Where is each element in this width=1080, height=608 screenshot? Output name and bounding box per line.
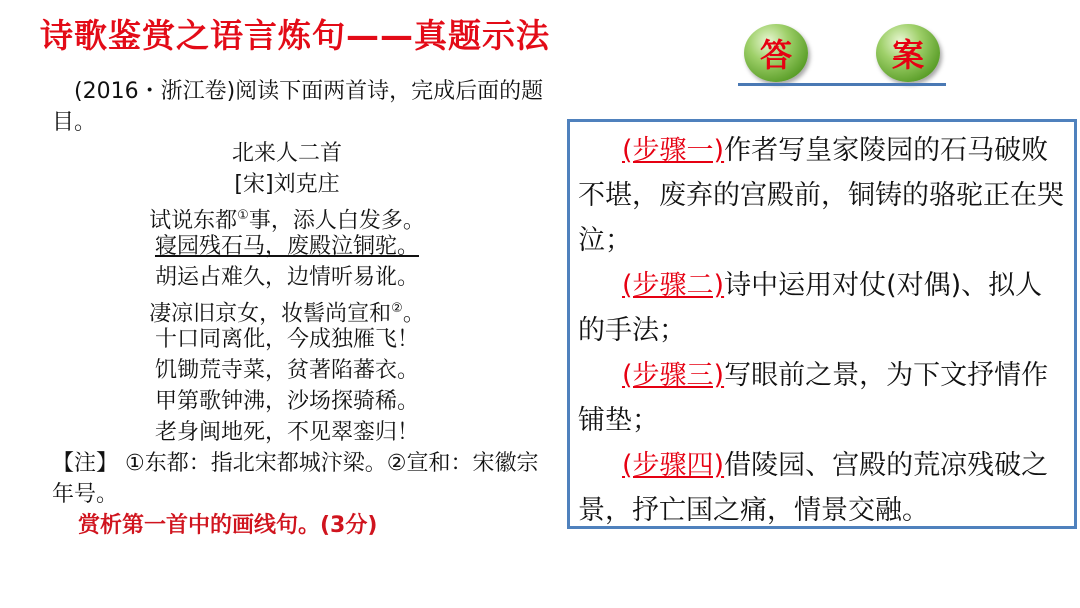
answer-step-4: (步骤四)借陵园、宫殿的荒凉残破之景，抒亡国之痛，情景交融。 <box>578 450 1049 526</box>
answer-step-3: (步骤三)写眼前之景，为下文抒情作铺垫； <box>578 360 1049 436</box>
poem-author: [宋]刘克庄 <box>234 172 340 197</box>
question-task: 赏析第一首中的画线句。(3分) <box>78 513 378 538</box>
step-label: (步骤二) <box>622 270 725 301</box>
poem-line: 凄凉旧京女，妆髻尚宣和②。 <box>149 301 425 327</box>
answer-header <box>738 18 948 90</box>
answer-step-2: (步骤二)诗中运用对仗(对偶)、拟人的手法； <box>578 270 1043 346</box>
poem-line: 甲第歌钟沸，沙场探骑稀。 <box>154 389 419 414</box>
poem-line: 老身闽地死，不见翠銮归！ <box>154 420 419 445</box>
page-title: 诗歌鉴赏之语言炼句——真题示法 <box>40 16 550 55</box>
poem-line: 试说东都①事，添人白发多。 <box>149 208 425 234</box>
answer-step-1: (步骤一)作者写皇家陵园的石马破败不堪，废弃的宫殿前，铜铸的骆驼正在哭泣； <box>578 135 1064 256</box>
poem-note: 【注】 ①东都：指北宋都城汴梁。②宣和：宋徽宗年号。 <box>52 451 539 507</box>
poem <box>22 138 552 448</box>
poem-line: 十口同离仳，今成独雁飞！ <box>154 327 419 352</box>
poem-line-underlined: 寝园残石马，废殿泣铜驼。 <box>154 234 419 259</box>
answer-badge-2: 案 <box>876 24 940 82</box>
question-panel <box>52 76 552 541</box>
poem-line: 饥锄荒寺菜，贫著陷蕃衣。 <box>154 358 419 383</box>
poem-line: 胡运占难久，边情听易讹。 <box>154 265 419 290</box>
step-label: (步骤三) <box>622 360 725 391</box>
step-label: (步骤四) <box>622 450 725 481</box>
answer-box <box>567 119 1077 529</box>
poem-title: 北来人二首 <box>231 141 342 166</box>
question-intro: (2016・浙江卷)阅读下面两首诗，完成后面的题目。 <box>52 79 544 135</box>
answer-underline <box>738 83 946 86</box>
step-label: (步骤一) <box>622 135 725 166</box>
answer-badge-1: 答 <box>744 24 808 82</box>
